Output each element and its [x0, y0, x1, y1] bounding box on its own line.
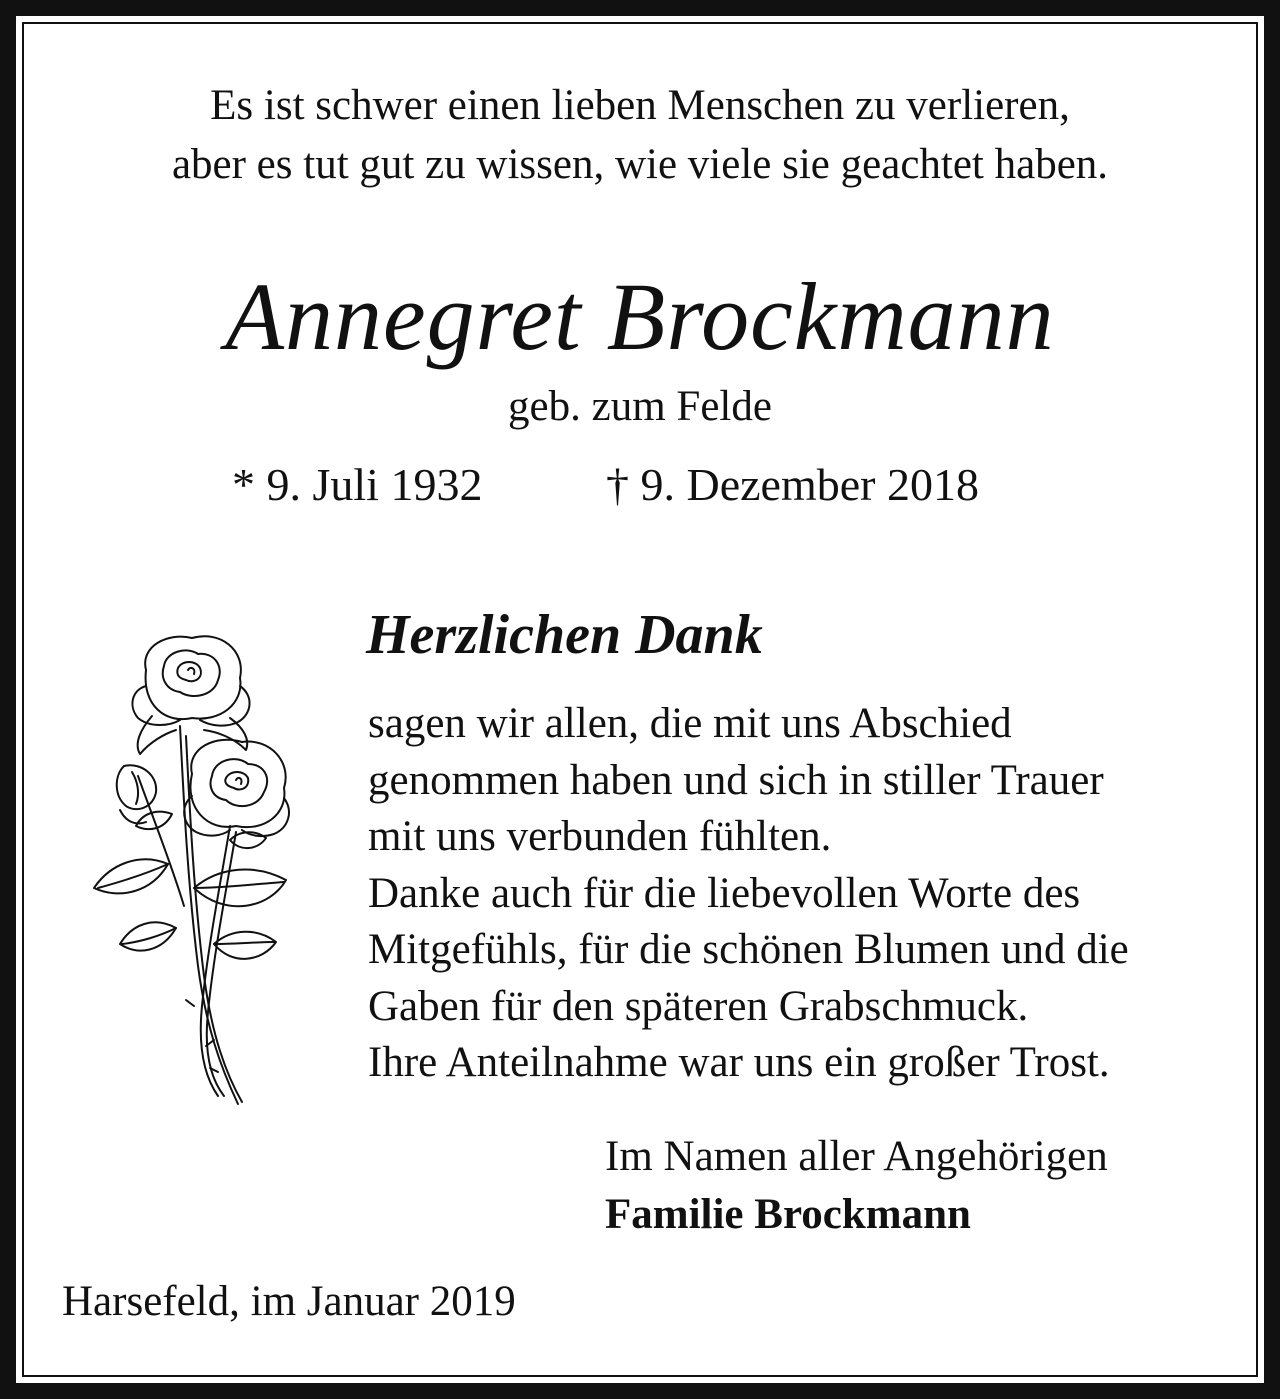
signoff-line: Im Namen aller Angehörigen [605, 1133, 1108, 1180]
signoff [605, 1128, 1108, 1244]
family-name: Familie Brockmann [605, 1191, 971, 1238]
opening-quote [0, 76, 1280, 194]
birth-name: geb. zum Felde [508, 383, 772, 430]
thanks-text [368, 696, 1129, 1092]
place-and-date: Harsefeld, im Januar 2019 [62, 1278, 516, 1325]
thanks-line: sagen wir allen, die mit uns Abschied [368, 700, 1012, 747]
quote-line-1: Es ist schwer einen lieben Menschen zu verlieren, [210, 82, 1070, 129]
thanks-line: mit uns verbunden fühlten. [368, 813, 832, 860]
thanks-line: genommen haben und sich in stiller Trauer [368, 756, 1104, 804]
thanks-heading: Herzlichen Dank [366, 604, 763, 666]
thanks-line: Gaben für den späteren Grabschmuck. [368, 982, 1029, 1030]
death-date: † 9. Dezember 2018 [606, 459, 979, 510]
thanks-line: Ihre Anteilnahme war uns ein großer Trost. [368, 1039, 1110, 1086]
birth-date: * 9. Juli 1932 [232, 459, 483, 510]
thanks-line: Danke auch für die liebevollen Worte des [368, 869, 1081, 917]
thanks-line: Mitgefühls, für die schönen Blumen und die [368, 926, 1129, 973]
rose-icon [80, 626, 310, 1116]
quote-line-2: aber es tut gut zu wissen, wie viele sie geachtet haben. [171, 141, 1109, 188]
deceased-name: Annegret Brockmann [225, 263, 1055, 370]
